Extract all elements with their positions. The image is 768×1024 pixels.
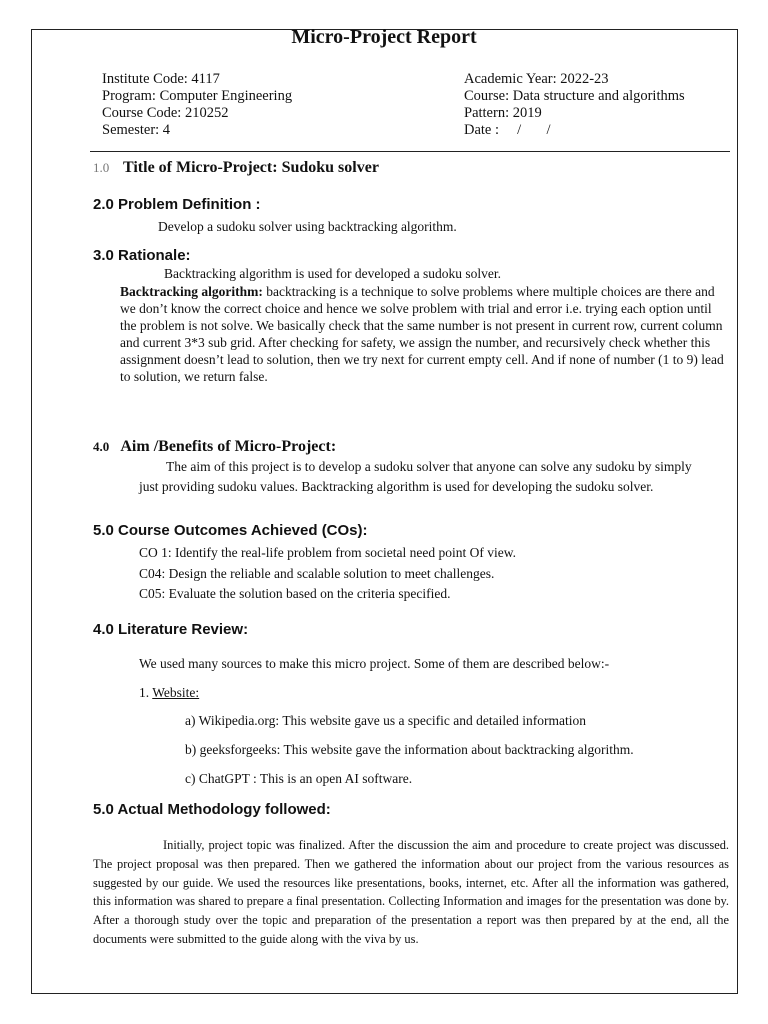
literature-intro: We used many sources to make this micro project. Some of them are described below:- bbox=[139, 656, 610, 671]
methodology-body: Initially, project topic was finalized. After the discussion the aim and procedure to create project was discussed. The project proposal was then prepared. Then we gathered the information about our project from the various resources as suggested by our guide. We used the resources like presentations, books, internet, etc. After all the information was gathered, this information was shared to prepare a final presentation. Collecting Information and images for the presentation was done by. After a thorough study over the topic and preparation of the presentation a report was then prepared by at the end, all the documents were submitted to the guide along with the viva by us. bbox=[93, 838, 729, 946]
rationale-intro: Backtracking algorithm is used for developed a sudoku solver. bbox=[164, 266, 502, 281]
section-problem-definition: 2.0 Problem Definition : bbox=[93, 196, 261, 213]
aim-text: The aim of this project is to develop a sudoku solver that anyone can solve any sudoku by simply just providing sudoku values. Backtracking algorithm is used for developing the sudoku solver. bbox=[139, 459, 692, 494]
literature-item: a) Wikipedia.org: This website gave us a specific and detailed information bbox=[185, 713, 586, 728]
info-left bbox=[102, 71, 292, 139]
literature-list-heading bbox=[139, 685, 199, 701]
section-number: 1.0 bbox=[93, 160, 110, 175]
course-code: Course Code: 210252 bbox=[102, 105, 229, 121]
program: Program: Computer Engineering bbox=[102, 88, 293, 104]
section-course-outcomes: 5.0 Course Outcomes Achieved (COs): bbox=[93, 522, 368, 539]
pattern: Pattern: 2019 bbox=[464, 105, 542, 121]
academic-year: Academic Year: 2022-23 bbox=[464, 71, 609, 87]
problem-definition-text: Develop a sudoku solver using backtracking algorithm. bbox=[158, 219, 457, 234]
course-outcome-item: CO 1: Identify the real-life problem from societal need point Of view. bbox=[139, 545, 517, 560]
header-divider bbox=[90, 151, 730, 152]
list-number: 1. bbox=[139, 685, 150, 700]
section-literature-review: 4.0 Literature Review: bbox=[93, 621, 249, 638]
course: Course: Data structure and algorithms bbox=[464, 88, 685, 104]
semester: Semester: 4 bbox=[102, 122, 171, 138]
methodology-text bbox=[93, 836, 729, 949]
website-label: Website: bbox=[152, 685, 200, 700]
info-right bbox=[464, 71, 685, 139]
section-number: 4.0 bbox=[93, 439, 110, 454]
date: Date : / / bbox=[464, 122, 551, 138]
course-outcome-item: C05: Evaluate the solution based on the criteria specified. bbox=[139, 586, 451, 601]
rationale-text: backtracking is a technique to solve problems where multiple choices are there and we don’t know the correct choice and hence we solve problem with trial and error i.e. trying each option until the problem is not solve. We basically check that the same number is not present in current row, current column and current 3*3 sub grid. After checking for safety, we assign the number, and recursively check whether this assignment doesn’t lead to solution, then we try next for current empty cell. And if none of number (1 to 9) lead to solution, we return false. bbox=[120, 284, 724, 384]
literature-item: b) geeksforgeeks: This website gave the information about backtracking algorithm. bbox=[185, 742, 634, 757]
institute-code: Institute Code: 4117 bbox=[102, 71, 220, 87]
report-title: Micro-Project Report bbox=[291, 26, 477, 48]
rationale-term: Backtracking algorithm: bbox=[120, 284, 263, 299]
section-aim-benefits bbox=[93, 438, 336, 456]
literature-item: c) ChatGPT : This is an open AI software. bbox=[185, 771, 413, 786]
section-title-of-project bbox=[93, 159, 379, 177]
section-heading: Title of Micro-Project: Sudoku solver bbox=[122, 159, 379, 176]
section-methodology: 5.0 Actual Methodology followed: bbox=[93, 801, 331, 818]
rationale-body bbox=[120, 283, 725, 385]
section-rationale: 3.0 Rationale: bbox=[93, 247, 191, 264]
section-heading: Aim /Benefits of Micro-Project: bbox=[120, 438, 337, 455]
course-outcome-item: C04: Design the reliable and scalable solution to meet challenges. bbox=[139, 566, 495, 581]
